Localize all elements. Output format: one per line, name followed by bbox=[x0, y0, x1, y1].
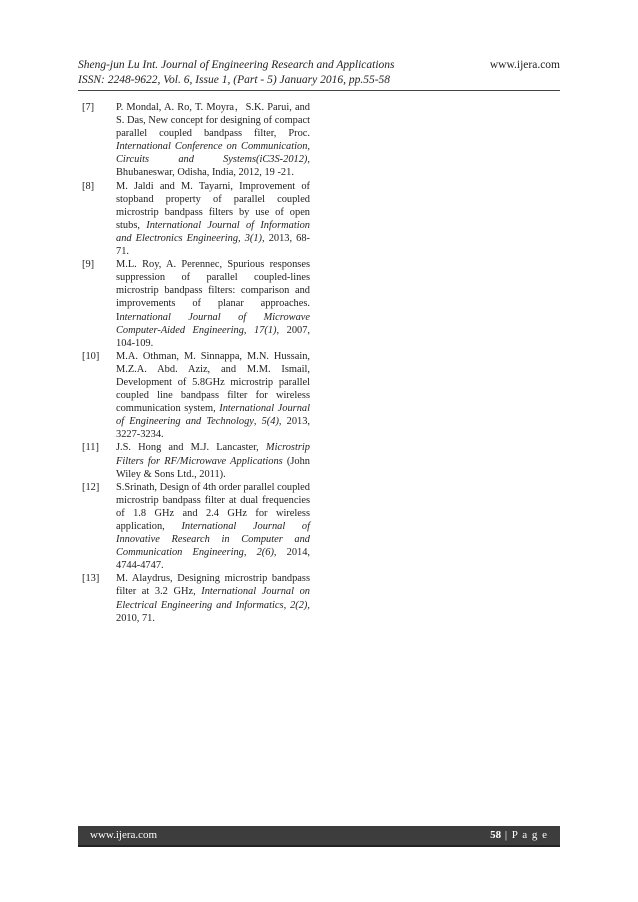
reference-segment: M.A. Othman, M. Sinnappa, M.N. Hussain, M.Z.A. Abd. Aziz, and M.M. Ismail, Development of 5.8GHz microstrip parallel coupled line bandpass filter for wireless communication system, bbox=[116, 350, 310, 415]
reference-italic-segment: 17(1) bbox=[254, 324, 277, 336]
reference-item bbox=[82, 258, 310, 350]
reference-number: [8] bbox=[82, 180, 95, 192]
page-footer bbox=[78, 826, 560, 847]
reference-segment: (John Wiley & Sons Ltd., 2011). bbox=[116, 455, 311, 480]
header-divider bbox=[78, 90, 560, 91]
reference-segment: , 2007, 104-109. bbox=[116, 324, 311, 349]
reference-item bbox=[82, 441, 310, 480]
reference-item bbox=[82, 180, 310, 259]
reference-number: [13] bbox=[82, 573, 100, 585]
reference-segment: P. Mondal, A. Ro, T. Moyra，S.K. Parui, and S. Das, New concept for designing of compact parallel coupled bandpass filter, Proc. bbox=[116, 102, 310, 140]
reference-text bbox=[116, 180, 310, 259]
reference-segment: , bbox=[243, 324, 255, 336]
reference-segment: , bbox=[283, 599, 291, 611]
header-issn-line: ISSN: 2248-9622, Vol. 6, Issue 1, (Part - 5) January 2016, pp.55-58 bbox=[78, 74, 391, 86]
reference-italic-segment: International Journal of Information and Electronics Engineering, 3(1), bbox=[116, 219, 310, 244]
reference-segment: , 2014, 4744-4747. bbox=[116, 547, 310, 572]
header-url-link[interactable]: www.ijera.com bbox=[489, 59, 560, 71]
reference-text bbox=[116, 481, 310, 573]
reference-number: [9] bbox=[82, 259, 95, 271]
reference-number: [7] bbox=[82, 102, 95, 113]
reference-italic-segment: Microstrip Filters for RF/Microwave Applications bbox=[116, 442, 310, 467]
reference-segment: S.Srinath, Design of 4th order parallel coupled microstrip bandpass filter at dual frequencies of 1.8 GHz and 2.4 GHz for wireless application, bbox=[116, 481, 310, 532]
footer-page-number bbox=[490, 828, 548, 843]
reference-text bbox=[116, 441, 310, 480]
reference-segment: , bbox=[243, 547, 257, 559]
reference-segment: 2013, 68-71. bbox=[116, 232, 311, 258]
reference-segment: M. Alaydrus, Designing microstrip bandpass filter at 3.2 GHz, bbox=[116, 573, 310, 598]
reference-segment: M. Jaldi and M. Tayarni, Improvement of stopband property of parallel coupled microstrip bandpass filters by use of open stubs, bbox=[116, 180, 310, 231]
reference-segment: J.S. Hong and M.J. Lancaster, bbox=[116, 442, 266, 454]
reference-number: [12] bbox=[82, 481, 100, 493]
reference-number: [11] bbox=[82, 442, 99, 454]
reference-text bbox=[116, 101, 310, 180]
reference-text bbox=[116, 572, 310, 624]
reference-item bbox=[82, 572, 310, 624]
reference-item bbox=[82, 350, 310, 442]
reference-segment: , 2010, 71. bbox=[116, 599, 310, 624]
reference-item bbox=[82, 481, 310, 573]
reference-italic-segment: nternational Journal of Microwave Computer-Aided Engineering bbox=[116, 311, 310, 336]
header-citation-line: Sheng-jun Lu Int. Journal of Engineering Research and Applications bbox=[78, 59, 395, 71]
reference-segment: , 2013, 3227-3234. bbox=[116, 416, 311, 441]
reference-italic-segment: International Journal of Engineering and Technology bbox=[116, 403, 311, 428]
page-separator: | bbox=[501, 829, 512, 841]
reference-italic-segment: International Journal of Innovative Research in Computer and Communication Engineering bbox=[116, 521, 310, 559]
page-number: 58 bbox=[490, 829, 502, 841]
footer-url-link[interactable]: www.ijera.com bbox=[90, 829, 158, 841]
reference-segment: , Bhubaneswar, Odisha, India, 2012, 19 -21. bbox=[116, 154, 310, 179]
reference-segment: M.L. Roy, A. Perennec, Spurious responses suppression of parallel coupled-lines microstrip bandpass filters: comparison and improvements of planar approaches. I bbox=[116, 259, 310, 323]
reference-italic-segment: International Journal on Electrical Engineering and Informatics bbox=[116, 586, 310, 611]
page-header bbox=[78, 58, 560, 92]
page-label: P a g e bbox=[511, 829, 548, 841]
reference-italic-segment: 2(6) bbox=[256, 547, 274, 559]
reference-segment: , bbox=[253, 416, 262, 428]
reference-italic-segment: 5(4) bbox=[261, 416, 279, 428]
reference-italic-segment: 2(2) bbox=[290, 599, 308, 611]
reference-number: [10] bbox=[82, 350, 100, 362]
reference-item bbox=[82, 101, 310, 180]
reference-text bbox=[116, 258, 310, 350]
reference-italic-segment: International Conference on Communication, Circuits and Systems(iC3S-2012) bbox=[116, 141, 310, 166]
reference-text bbox=[116, 350, 310, 442]
reference-list bbox=[82, 101, 310, 625]
